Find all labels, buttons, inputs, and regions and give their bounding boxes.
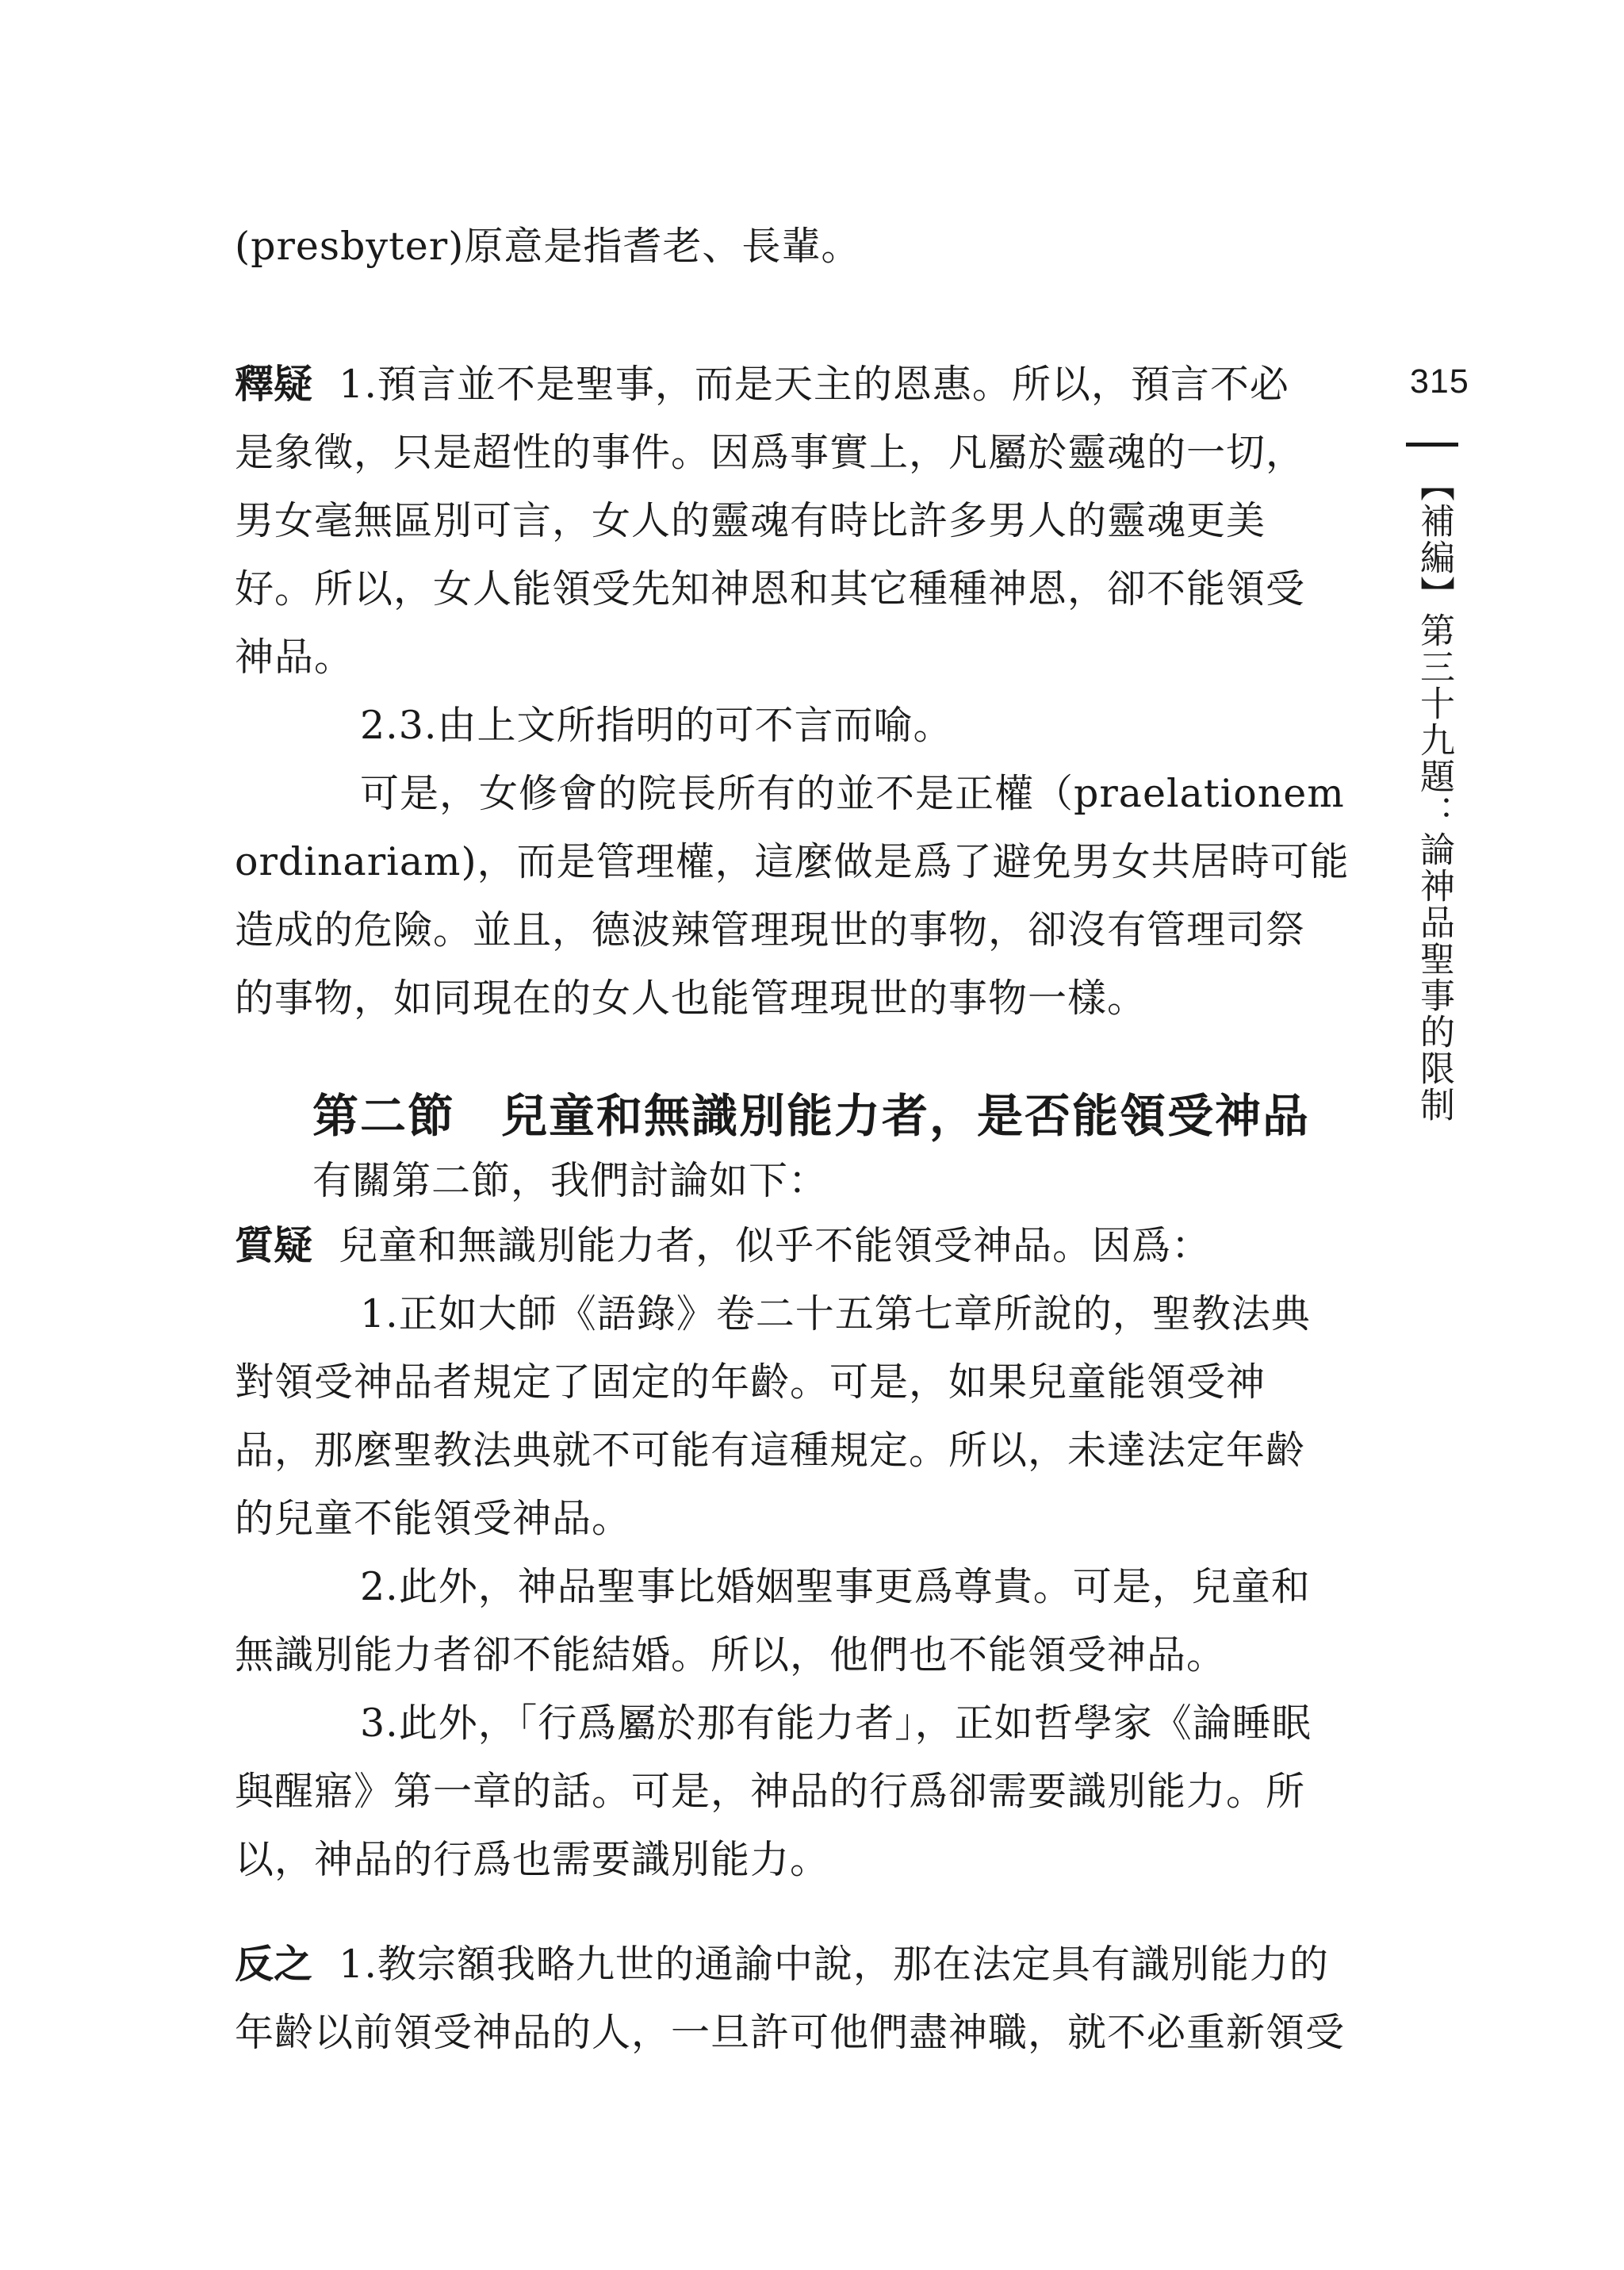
text-line: ordinariam)，而是管理權，這麼做是爲了避免男女共居時可能 [235,839,1350,884]
objection-label: 質疑 [235,1223,313,1268]
text-line [235,1212,1357,1280]
text-line: 以，神品的行爲也需要識別能力。 [235,1837,830,1882]
text-line [235,351,1357,419]
text-line: 2.3.由上文所指明的可不言而喻。 [360,703,953,748]
reply-label: 釋疑 [235,362,313,407]
text-line-content: 兒童和無識別能力者，似乎不能領受神品。因爲： [339,1223,1212,1268]
text-line: (presbyter)原意是指耆老、長輩。 [235,224,861,269]
reply-section [235,351,1357,1033]
text-line: 好。所以，女人能領受先知神恩和其它種種神恩，卻不能領受 [235,566,1306,612]
section-title: 兒童和無識別能力者，是否能領受神品 [501,1089,1311,1143]
text-line: 是象徵，只是超性的事件。因爲事實上，凡屬於靈魂的一切， [235,430,1306,475]
text-line: 有關第二節，我們討論如下： [312,1158,829,1203]
text-line: 造成的危險。並且，德波辣管理現世的事物，卻沒有管理司祭 [235,907,1306,953]
objection-section [235,1212,1357,1894]
text-line: 神品。 [235,635,354,680]
text-line: 年齡以前領受神品的人，一旦許可他們盡神職，就不必重新領受 [235,2010,1346,2055]
running-head: 【補編】第三十九題：論神品聖事的限制 [1414,466,1454,1123]
text-line: 與醒寤》第一章的話。可是，神品的行爲卻需要識別能力。所 [235,1769,1306,1814]
text-line: 的事物，如同現在的女人也能管理現世的事物一樣。 [235,976,1147,1021]
text-line [235,1931,1357,1999]
margin-rule [1406,443,1458,447]
section-heading [312,1080,1310,1152]
text-line-content: 1.教宗額我略九世的通諭中說，那在法定具有識別能力的 [339,1942,1329,1987]
text-line: 2.此外，神品聖事比婚姻聖事更爲尊貴。可是，兒童和 [360,1564,1311,1609]
section-intro [312,1147,828,1215]
page-number: 315 [1410,362,1469,401]
text-line: 男女毫無區別可言，女人的靈魂有時比許多男人的靈魂更美 [235,498,1266,543]
sed-contra-label: 反之 [235,1942,313,1987]
text-line: 可是，女修會的院長所有的並不是正權（praelationem [360,771,1345,816]
text-line: 1.正如大師《語錄》卷二十五第七章所說的，聖教法典 [360,1291,1311,1336]
text-line: 的兒童不能領受神品。 [235,1496,632,1541]
text-line: 3.此外，「行爲屬於那有能力者」，正如哲學家《論睡眠 [360,1701,1312,1746]
text-line: 無識別能力者卻不能結婚。所以，他們也不能領受神品。 [235,1632,1227,1678]
text-line: 對領受神品者規定了固定的年齡。可是，如果兒童能領受神 [235,1359,1266,1405]
text-line-content: 1.預言並不是聖事，而是天主的恩惠。所以，預言不必 [339,362,1289,407]
opening-paragraph [235,213,1357,281]
section-number: 第二節 [312,1089,456,1143]
text-line: 品，那麼聖教法典就不可能有這種規定。所以，未達法定年齡 [235,1428,1306,1473]
sed-contra-section [235,1931,1357,2067]
